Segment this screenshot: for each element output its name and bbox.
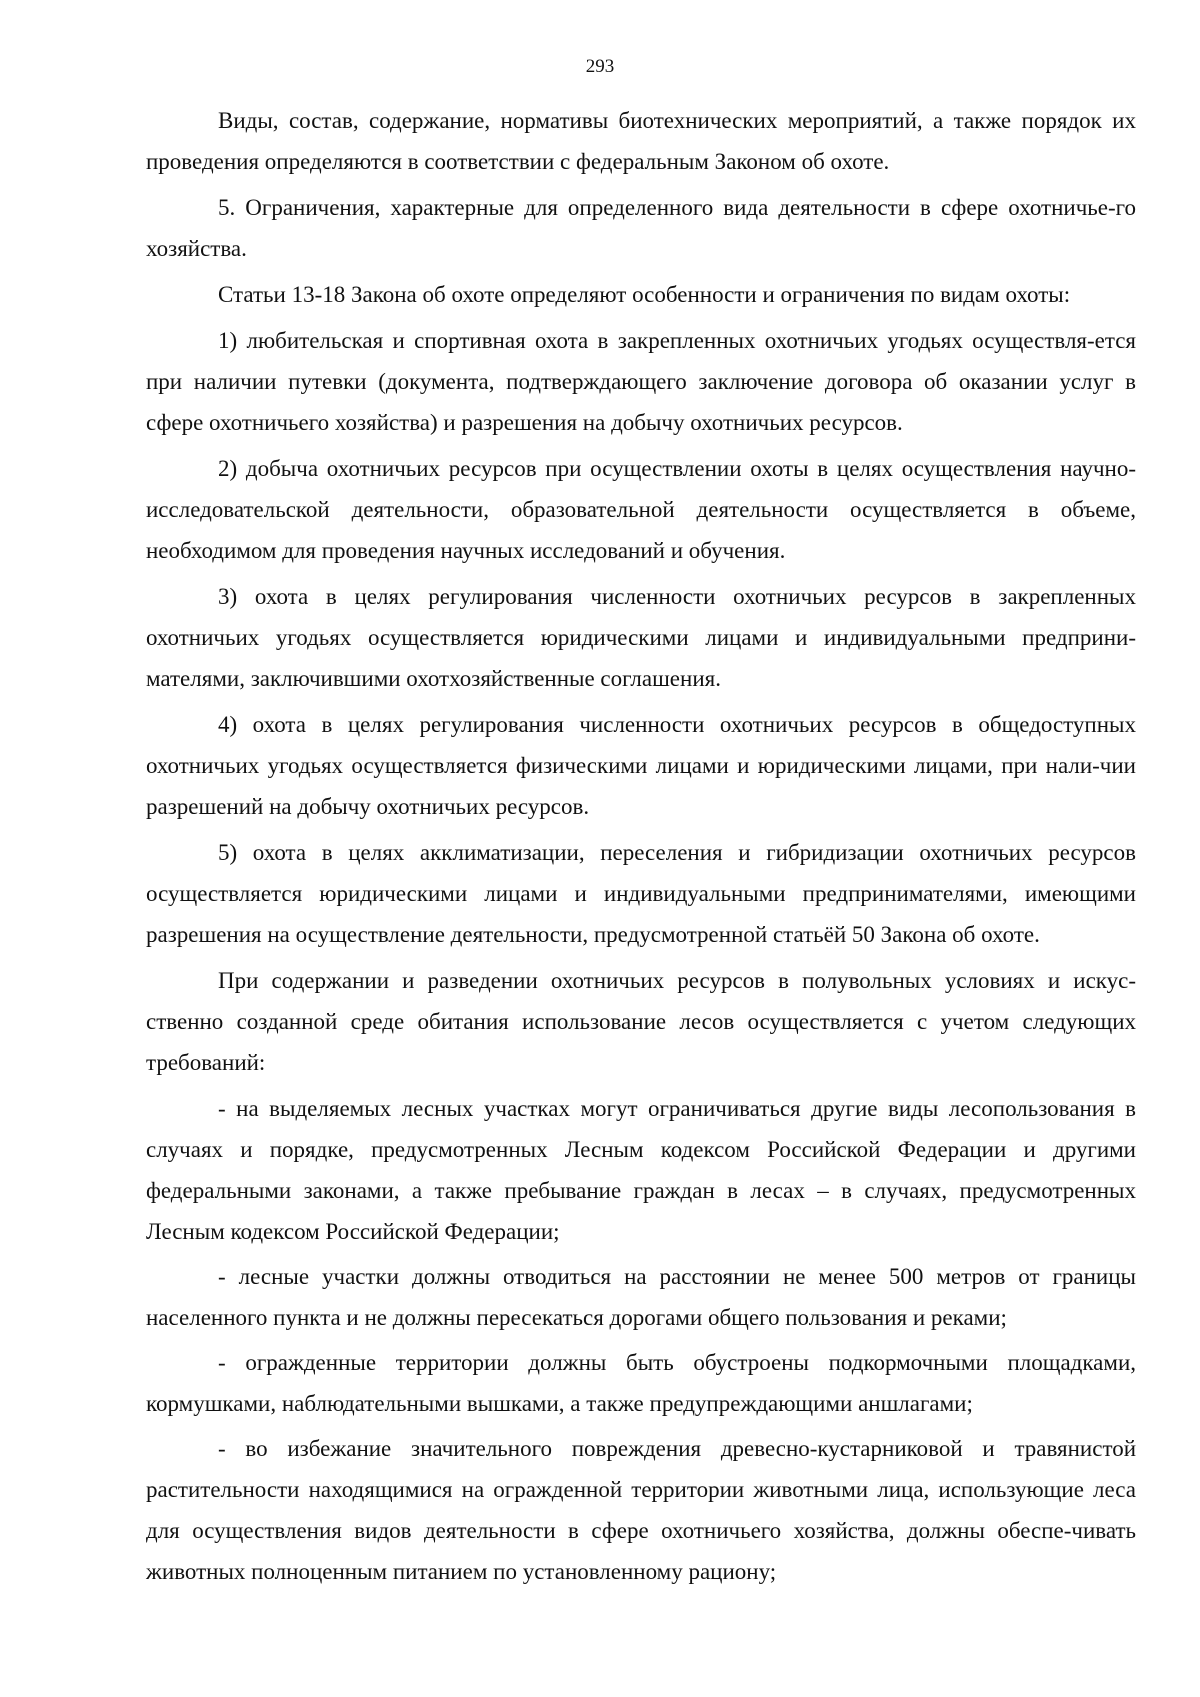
requirement-distance-500m: - лесные участки должны отводиться на расстоянии не менее 500 метров от границы населенного пункта и не должны пересекаться дорогами общего пользования и реками; bbox=[146, 1264, 1136, 1330]
paragraph-articles-13-18: Статьи 13-18 Закона об охоте определяют особенности и ограничения по видам охоты: bbox=[218, 282, 1071, 307]
list-item-2-research-hunting: 2) добыча охотничьих ресурсов при осуществлении охоты в целях осуществления научно-исследовательской деятельности, образовательной деятельности осуществляется в объеме, необходимом для проведения научных исследований и обучения. bbox=[146, 456, 1136, 563]
list-item-4-regulation-public: 4) охота в целях регулирования численности охотничьих ресурсов в общедоступных охотничьих угодьях осуществляется физическими лицами и юридическими лицами, при нали-чии разрешений на добычу охотничьих ресурсов. bbox=[146, 712, 1136, 819]
paragraph-biotech-measures: Виды, состав, содержание, нормативы биотехнических мероприятий, а также порядок их проведения определяются в соответствии с федеральным Законом об охоте. bbox=[146, 108, 1136, 174]
requirement-fenced-territory: - огражденные территории должны быть обустроены подкормочными площадками, кормушками, наблюдательными вышками, а также предупреждающими аншлагами; bbox=[146, 1350, 1136, 1416]
list-item-1-amateur-hunting: 1) любительская и спортивная охота в закрепленных охотничьих угодьях осуществля-ется при наличии путевки (документа, подтверждающего заключение договора об оказании услуг в сфере охотничьего хозяйства) и разрешения на добычу охотничьих ресурсов. bbox=[146, 328, 1136, 435]
page-body bbox=[146, 100, 1136, 1596]
list-item-3-regulation-assigned: 3) охота в целях регулирования численности охотничьих ресурсов в закрепленных охотничьих угодьях осуществляется юридическими лицами и индивидуальными предприни-мателями, заключившими охотхозяйственные соглашения. bbox=[146, 584, 1136, 691]
paragraph-semi-free-conditions: При содержании и разведении охотничьих ресурсов в полувольных условиях и искус-ственно созданной среде обитания использование лесов осуществляется с учетом следующих требований: bbox=[146, 968, 1136, 1075]
requirement-forest-use-limits: - на выделяемых лесных участках могут ограничиваться другие виды лесопользования в случаях и порядке, предусмотренных Лесным кодексом Российской Федерации и другими федеральными законами, а также пребывание граждан в лесах – в случаях, предусмотренных Лесным кодексом Российской Федерации; bbox=[146, 1096, 1136, 1244]
page-number: 293 bbox=[585, 56, 615, 77]
paragraph-restrictions-heading: 5. Ограничения, характерные для определенного вида деятельности в сфере охотничье-го хозяйства. bbox=[146, 195, 1136, 261]
requirement-animal-feeding: - во избежание значительного повреждения древесно-кустарниковой и травянистой растительности находящимися на огражденной территории животными лица, использующие леса для осуществления видов деятельности в сфере охотничьего хозяйства, должны обеспе-чивать животных полноценным питанием по установленному рациону; bbox=[146, 1436, 1136, 1584]
list-item-5-acclimatization: 5) охота в целях акклиматизации, переселения и гибридизации охотничьих ресурсов осуществляется юридическими лицами и индивидуальными предпринимателями, имеющими разрешения на осуществление деятельности, предусмотренной статьёй 50 Закона об охоте. bbox=[146, 840, 1136, 947]
